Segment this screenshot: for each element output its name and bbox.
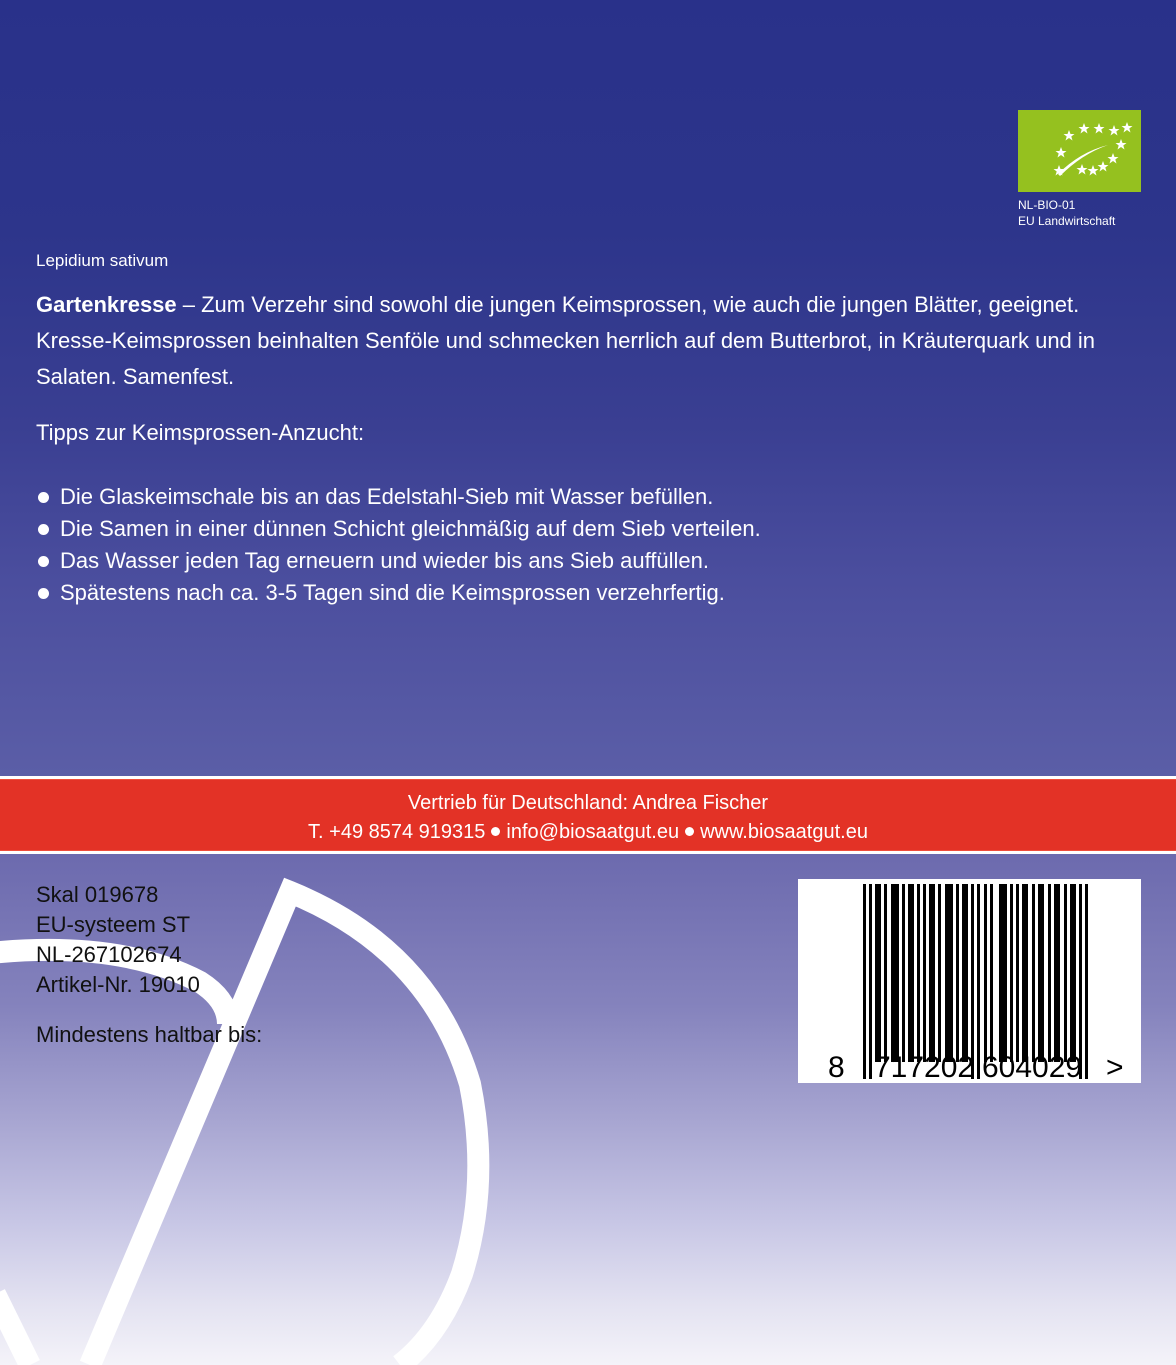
eu-organic-caption bbox=[1018, 197, 1115, 229]
phone-number: T. +49 8574 919315 bbox=[308, 821, 486, 843]
product-description bbox=[36, 287, 1156, 395]
barcode-right-group: 604029 bbox=[982, 1051, 1083, 1083]
eu-organic-logo bbox=[1018, 110, 1141, 192]
website-link[interactable]: www.biosaatgut.eu bbox=[700, 821, 868, 843]
tip-item: Die Samen in einer dünnen Schicht gleichmäßig auf dem Sieb verteilen. bbox=[36, 513, 761, 545]
barcode-bars-icon bbox=[798, 879, 1141, 1083]
contact-line bbox=[0, 818, 1176, 847]
distributor-line: Vertrieb für Deutschland: Andrea Fischer bbox=[407, 792, 769, 814]
tip-item: Die Glaskeimschale bis an das Edelstahl-Sieb mit Wasser befüllen. bbox=[36, 481, 761, 513]
eu-organic-code: NL-BIO-01 bbox=[1018, 198, 1076, 212]
distribution-band bbox=[0, 779, 1176, 851]
registration-number: NL-267102674 bbox=[36, 942, 182, 967]
article-number: Artikel-Nr. 19010 bbox=[36, 972, 200, 997]
tip-item: Spätestens nach ca. 3-5 Tagen sind die Keimsprossen verzehrfertig. bbox=[36, 577, 761, 609]
tips-title: Tipps zur Keimsprossen-Anzucht: bbox=[36, 420, 365, 445]
barcode-left-group: 717202 bbox=[874, 1051, 975, 1083]
certification-info bbox=[36, 880, 200, 1000]
eu-organic-origin: EU Landwirtschaft bbox=[1018, 214, 1116, 228]
barcode-first-digit: 8 bbox=[828, 1051, 845, 1083]
tip-item: Das Wasser jeden Tag erneuern und wieder bis ans Sieb auffüllen. bbox=[36, 545, 761, 577]
product-description-text: – Zum Verzehr sind sowohl die jungen Keimsprossen, wie auch die jungen Blätter, geeignet. Kresse-Keimsprossen beinhalten Senföle und schmecken herrlich auf dem Butterbrot, in Kräuterquark und in Salaten. Samenfest. bbox=[36, 292, 1096, 389]
tips-list bbox=[36, 481, 761, 609]
certification-system: EU-systeem ST bbox=[36, 912, 191, 937]
bullet-separator bbox=[685, 827, 694, 836]
barcode-quiet-zone-marker: > bbox=[1106, 1051, 1124, 1083]
skal-number: Skal 019678 bbox=[36, 882, 159, 907]
eu-organic-leaf-icon bbox=[1018, 110, 1141, 192]
latin-name: Lepidium sativum bbox=[36, 251, 169, 270]
bullet-separator bbox=[491, 827, 500, 836]
best-before-label: Mindestens haltbar bis: bbox=[36, 1022, 263, 1047]
product-name: Gartenkresse bbox=[36, 292, 177, 317]
email-link[interactable]: info@biosaatgut.eu bbox=[506, 821, 680, 843]
barcode bbox=[798, 879, 1141, 1083]
